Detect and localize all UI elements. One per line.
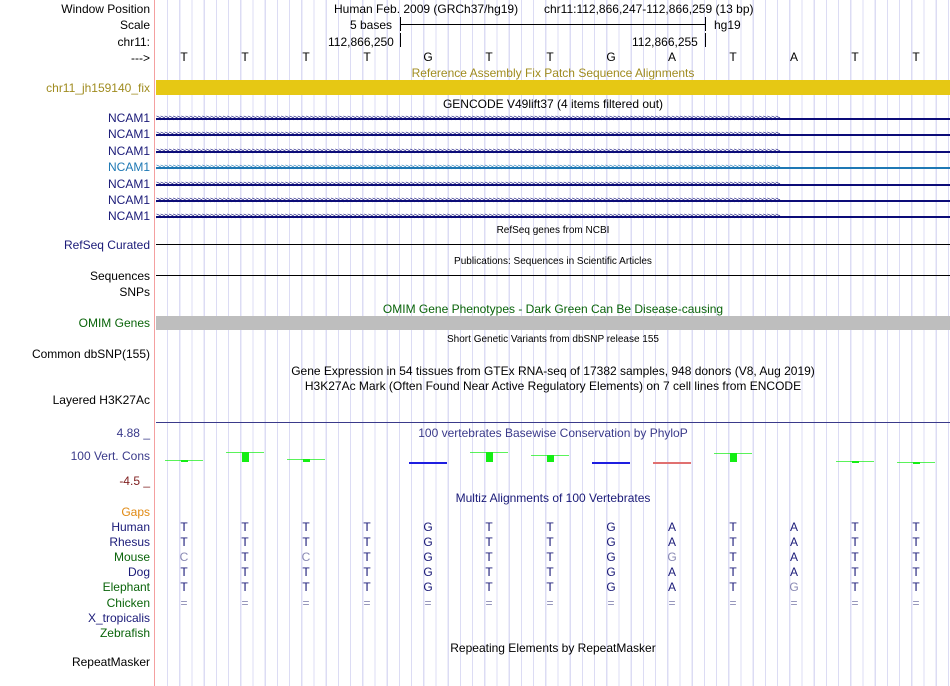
repeatmasker-label[interactable]: RepeatMasker xyxy=(71,655,150,669)
alignment-base: T xyxy=(485,520,493,534)
h3k27ac-label[interactable]: Layered H3K27Ac xyxy=(52,393,150,407)
base-letter: G xyxy=(606,50,616,64)
cons-min-label: -4.5 _ xyxy=(119,474,150,488)
phylop-bar xyxy=(486,452,493,462)
strand-arrows-icon: >>>>>>>>>>>>>>>>>>>>>>>>>>>>>>>>>>>>>>>>>>>>>>>>>>>>>>>>>>>>>>>>>>>>>>>>>>>>>>>>>>>>>>>>>>>>>>>>>>>>>>>>>>>>>>>>>>>>>>>>>>>>>>>>>>>>>>>>>>>>>>>>>>>>>> xyxy=(156,162,780,173)
pos-left: 112,866,250 xyxy=(328,35,394,49)
gene-label-ncam1[interactable]: NCAM1 xyxy=(107,143,150,158)
alignment-base: A xyxy=(789,565,798,580)
chrom-label: chr11: xyxy=(117,35,150,49)
alignment-base: G xyxy=(423,550,433,565)
alignment-base: G xyxy=(606,580,616,595)
alignment-base: T xyxy=(363,550,371,565)
gene-label-ncam1[interactable]: NCAM1 xyxy=(107,209,150,224)
scale-tick-right xyxy=(705,17,706,31)
cons-max-label: 4.88 _ xyxy=(116,426,150,440)
dbsnp-title: Short Genetic Variants from dbSNP release 155 xyxy=(447,334,659,345)
pos-right-tick xyxy=(705,33,706,47)
strand-arrows-icon: >>>>>>>>>>>>>>>>>>>>>>>>>>>>>>>>>>>>>>>>>>>>>>>>>>>>>>>>>>>>>>>>>>>>>>>>>>>>>>>>>>>>>>>>>>>>>>>>>>>>>>>>>>>>>>>>>>>>>>>>>>>>>>>>>>>>>>>>>>>>>>>>>>>>>> xyxy=(156,195,780,205)
alignment-base: T xyxy=(851,535,859,550)
gene-track-ncam1[interactable] xyxy=(156,113,950,123)
species-label[interactable]: Mouse xyxy=(113,550,150,565)
gene-track-ncam1[interactable] xyxy=(156,145,950,156)
phylop-bar xyxy=(852,461,859,463)
fix-patch-label[interactable]: chr11_jh159140_fix xyxy=(46,81,150,95)
phylop-bar xyxy=(592,462,630,464)
alignment-base: = xyxy=(241,595,249,610)
assembly-text: Human Feb. 2009 (GRCh37/hg19) xyxy=(334,2,519,16)
alignment-base: T xyxy=(912,520,920,534)
gene-label-ncam1[interactable]: NCAM1 xyxy=(107,176,150,191)
scale-bar xyxy=(400,24,705,25)
phylop-bar xyxy=(303,459,310,462)
alignment-base: T xyxy=(363,535,371,550)
alignment-base: T xyxy=(729,535,737,550)
species-label[interactable]: Human xyxy=(111,520,150,534)
alignment-base: A xyxy=(667,565,676,580)
gene-label-ncam1[interactable]: NCAM1 xyxy=(107,193,150,207)
alignment-base: C xyxy=(301,550,311,565)
alignment-base: T xyxy=(912,580,920,595)
alignment-base: T xyxy=(851,565,859,580)
alignment-base: = xyxy=(485,595,493,610)
strand-arrows-icon: >>>>>>>>>>>>>>>>>>>>>>>>>>>>>>>>>>>>>>>>>>>>>>>>>>>>>>>>>>>>>>>>>>>>>>>>>>>>>>>>>>>>>>>>>>>>>>>>>>>>>>>>>>>>>>>>>>>>>>>>>>>>>>>>>>>>>>>>>>>>>>>>>>>>>> xyxy=(156,113,780,123)
gene-track-ncam1[interactable] xyxy=(156,178,950,189)
base-letter: G xyxy=(423,50,433,64)
alignment-base: T xyxy=(241,535,249,550)
base-letter: T xyxy=(912,50,920,64)
alignment-base: T xyxy=(546,580,554,595)
strand-arrows-icon: >>>>>>>>>>>>>>>>>>>>>>>>>>>>>>>>>>>>>>>>>>>>>>>>>>>>>>>>>>>>>>>>>>>>>>>>>>>>>>>>>>>>>>>>>>>>>>>>>>>>>>>>>>>>>>>>>>>>>>>>>>>>>>>>>>>>>>>>>>>>>>>>>>>>>> xyxy=(156,211,780,222)
alignment-base: = xyxy=(607,595,615,610)
alignment-base: T xyxy=(729,520,737,534)
alignment-base: G xyxy=(606,565,616,580)
scale-text: 5 bases xyxy=(350,18,393,32)
base-letter: T xyxy=(485,50,493,64)
strand-arrows-icon: >>>>>>>>>>>>>>>>>>>>>>>>>>>>>>>>>>>>>>>>>>>>>>>>>>>>>>>>>>>>>>>>>>>>>>>>>>>>>>>>>>>>>>>>>>>>>>>>>>>>>>>>>>>>>>>>>>>>>>>>>>>>>>>>>>>>>>>>>>>>>>>>>>>>>> xyxy=(156,145,780,156)
alignment-base: T xyxy=(546,535,554,550)
alignment-base: T xyxy=(912,535,920,550)
base-letter: T xyxy=(302,50,310,64)
alignment-base: A xyxy=(789,535,798,550)
window-position-label: Window Position xyxy=(61,2,150,16)
base-letter: A xyxy=(789,50,798,64)
gene-track-ncam1[interactable] xyxy=(156,211,950,222)
phylop-bar xyxy=(730,453,737,462)
alignment-base: T xyxy=(485,565,493,580)
alignment-base: T xyxy=(302,535,310,550)
strand-arrows-icon: >>>>>>>>>>>>>>>>>>>>>>>>>>>>>>>>>>>>>>>>>>>>>>>>>>>>>>>>>>>>>>>>>>>>>>>>>>>>>>>>>>>>>>>>>>>>>>>>>>>>>>>>>>>>>>>>>>>>>>>>>>>>>>>>>>>>>>>>>>>>>>>>>>>>>> xyxy=(156,178,780,189)
alignment-base: T xyxy=(241,565,249,580)
alignment-base: G xyxy=(789,580,799,595)
gene-track-ncam1[interactable] xyxy=(156,162,950,173)
alignment-base: G xyxy=(423,565,433,580)
base-letter: T xyxy=(241,50,249,64)
alignment-base: T xyxy=(363,565,371,580)
alignment-base: = xyxy=(180,595,188,610)
phylop-bar xyxy=(547,455,554,463)
species-label[interactable]: Dog xyxy=(127,565,150,580)
publications-line[interactable] xyxy=(156,275,950,276)
fix-patch-bar[interactable] xyxy=(156,80,950,95)
alignment-base: T xyxy=(729,580,737,595)
omim-title: OMIM Gene Phenotypes - Dark Green Can Be Disease-causing xyxy=(382,302,724,316)
species-label[interactable]: Rhesus xyxy=(109,535,150,550)
alignment-base: T xyxy=(729,550,737,565)
gencode-title: GENCODE V49lift37 (4 items filtered out) xyxy=(442,97,664,111)
alignment-base: T xyxy=(851,550,859,565)
strand-arrows-icon: >>>>>>>>>>>>>>>>>>>>>>>>>>>>>>>>>>>>>>>>>>>>>>>>>>>>>>>>>>>>>>>>>>>>>>>>>>>>>>>>>>>>>>>>>>>>>>>>>>>>>>>>>>>>>>>>>>>>>>>>>>>>>>>>>>>>>>>>>>>>>>>>>>>>>> xyxy=(156,129,780,140)
alignment-base: T xyxy=(241,580,249,595)
cons-label[interactable]: 100 Vert. Cons xyxy=(70,449,150,463)
species-label[interactable]: Chicken xyxy=(106,595,150,610)
alignment-base: A xyxy=(789,550,798,565)
alignment-base: T xyxy=(180,580,188,595)
refseq-label[interactable]: RefSeq Curated xyxy=(63,238,150,252)
phylop-title: 100 vertebrates Basewise Conservation by PhyloP xyxy=(418,426,688,440)
alignment-base: G xyxy=(667,550,677,565)
alignment-base: = xyxy=(912,595,920,610)
alignment-base: G xyxy=(606,550,616,565)
alignment-base: T xyxy=(180,565,188,580)
gene-label-ncam1[interactable]: NCAM1 xyxy=(107,111,150,125)
alignment-base: = xyxy=(363,595,371,610)
alignment-base: T xyxy=(546,565,554,580)
omim-label[interactable]: OMIM Genes xyxy=(78,316,150,330)
alignment-base: G xyxy=(423,580,433,595)
rmsk-title: Repeating Elements by RepeatMasker xyxy=(450,641,656,655)
h3k27ac-line xyxy=(156,422,950,423)
db-text: hg19 xyxy=(714,18,741,32)
dbsnp-label[interactable]: Common dbSNP(155) xyxy=(31,347,150,361)
alignment-base: G xyxy=(606,535,616,550)
alignment-base: = xyxy=(302,595,310,610)
refseq-title: RefSeq genes from NCBI xyxy=(496,225,610,236)
publications-title: Publications: Sequences in Scientific Articles xyxy=(454,256,652,267)
gene-label-ncam1[interactable]: NCAM1 xyxy=(107,127,150,142)
alignment-base: T xyxy=(485,580,493,595)
base-letter: A xyxy=(667,50,676,64)
alignment-base: T xyxy=(851,580,859,595)
alignment-base: T xyxy=(851,520,859,534)
alignment-base: T xyxy=(912,565,920,580)
species-label[interactable]: Zebrafish xyxy=(99,625,150,640)
fix-track-title: Reference Assembly Fix Patch Sequence Alignments xyxy=(411,66,695,80)
alignment-base: G xyxy=(423,520,433,534)
gene-label-ncam1[interactable]: NCAM1 xyxy=(107,160,150,175)
sequences-label[interactable]: Sequences xyxy=(89,269,150,283)
phylop-bar xyxy=(653,462,691,464)
alignment-base: T xyxy=(302,565,310,580)
alignment-base: T xyxy=(363,580,371,595)
strand-toggle[interactable]: ---> xyxy=(131,51,150,65)
alignment-base: T xyxy=(302,520,310,534)
base-letter: T xyxy=(363,50,371,64)
alignment-base: = xyxy=(851,595,859,610)
refseq-line[interactable] xyxy=(156,244,950,245)
species-label[interactable]: Elephant xyxy=(102,580,150,595)
alignment-base: = xyxy=(729,595,737,610)
snps-label[interactable]: SNPs xyxy=(119,285,150,299)
alignment-base: T xyxy=(363,520,371,534)
alignment-base: T xyxy=(180,520,188,534)
alignment-base: T xyxy=(302,580,310,595)
base-letter: T xyxy=(546,50,554,64)
alignment-base: = xyxy=(790,595,798,610)
gene-track-ncam1[interactable] xyxy=(156,129,950,140)
base-letter: T xyxy=(180,50,188,64)
phylop-bar xyxy=(913,462,920,464)
alignment-base: T xyxy=(241,550,249,565)
alignment-base: G xyxy=(423,535,433,550)
omim-bar[interactable] xyxy=(156,316,950,330)
scale-label: Scale xyxy=(119,18,150,32)
alignment-base: G xyxy=(606,520,616,534)
h3k27ac-title: H3K27Ac Mark (Often Found Near Active Regulatory Elements) on 7 cell lines from ENCODE xyxy=(304,379,802,393)
gaps-label: Gaps xyxy=(121,505,150,519)
alignment-base: T xyxy=(546,520,554,534)
alignment-base: A xyxy=(667,535,676,550)
gene-track-ncam1[interactable] xyxy=(156,195,950,205)
multiz-title: Multiz Alignments of 100 Vertebrates xyxy=(455,491,651,505)
alignment-base: T xyxy=(485,550,493,565)
phylop-bar xyxy=(409,462,447,464)
alignment-base: = xyxy=(668,595,676,610)
track-data-area xyxy=(156,0,950,686)
base-letter: T xyxy=(851,50,859,64)
base-letter: T xyxy=(729,50,737,64)
alignment-base: A xyxy=(667,580,676,595)
alignment-base: = xyxy=(424,595,432,610)
pos-left-tick xyxy=(400,33,401,47)
species-label[interactable]: X_tropicalis xyxy=(87,610,150,625)
phylop-bar xyxy=(242,452,249,462)
alignment-base: T xyxy=(912,550,920,565)
alignment-base: C xyxy=(179,550,189,565)
alignment-base: T xyxy=(241,520,249,534)
alignment-base: A xyxy=(667,520,676,534)
alignment-base: T xyxy=(546,550,554,565)
phylop-bar xyxy=(181,460,188,463)
position-text: chr11:112,866,247-112,866,259 (13 bp) xyxy=(544,2,754,16)
alignment-base: T xyxy=(729,565,737,580)
alignment-base: A xyxy=(789,520,798,534)
track-labels xyxy=(0,0,155,686)
alignment-base: T xyxy=(485,535,493,550)
alignment-base: = xyxy=(546,595,554,610)
pos-right: 112,866,255 xyxy=(632,35,698,49)
alignment-base: T xyxy=(180,535,188,550)
gtex-title: Gene Expression in 54 tissues from GTEx RNA-seq of 17382 samples, 948 donors (V8, Aug 2019) xyxy=(291,364,815,378)
